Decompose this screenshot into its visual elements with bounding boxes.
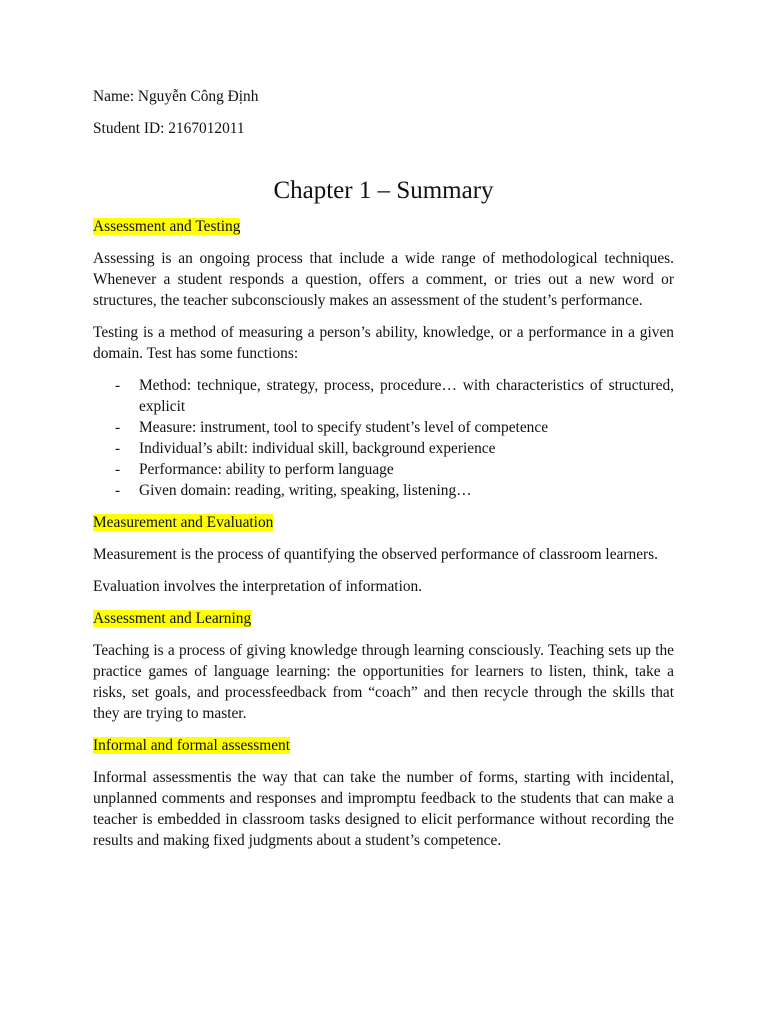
section-assessment-learning [93, 608, 674, 724]
list-item [93, 438, 674, 459]
paragraph: Evaluation involves the interpretation of information. [93, 578, 423, 595]
dash-bullet-icon: - [115, 482, 121, 499]
dash-bullet-icon: - [115, 440, 121, 457]
chapter-title: Chapter 1 – Summary [273, 177, 494, 204]
section-heading [93, 608, 674, 629]
document-page [93, 86, 674, 862]
section-measurement-evaluation [93, 512, 674, 597]
list-item-text: Measure: instrument, tool to specify student’s level of competence [139, 419, 549, 436]
section-heading [93, 512, 674, 533]
paragraph: Assessing is an ongoing process that include a wide range of methodological techniques. Whenever a student responds a question, offers a comment, or tries out a new word or structures, the teacher subconsciously makes an assessment of the student’s performance. [93, 250, 674, 309]
section-informal-formal [93, 735, 674, 851]
paragraph: Testing is a method of measuring a person’s ability, knowledge, or a performance in a given domain. Test has some functions: [93, 324, 674, 362]
section-assessment-testing [93, 216, 674, 501]
list-item [93, 417, 674, 438]
highlighted-heading-text: Measurement and Evaluation [93, 514, 274, 531]
list-item [93, 480, 674, 501]
list-item-text: Individual’s abilt: individual skill, background experience [139, 440, 496, 457]
paragraph: Measurement is the process of quantifying the observed performance of classroom learners. [93, 546, 658, 563]
section-heading [93, 735, 674, 756]
list-item-text: Given domain: reading, writing, speaking, listening… [139, 482, 472, 499]
function-list [93, 375, 674, 501]
highlighted-heading-text: Assessment and Testing [93, 218, 241, 235]
student-name: Name: Nguyễn Công Định [93, 88, 259, 105]
highlighted-heading-text: Informal and formal assessment [93, 737, 291, 754]
dash-bullet-icon: - [115, 377, 121, 394]
paragraph: Teaching is a process of giving knowledge through learning consciously. Teaching sets up the practice games of language learning: the opportunities for learners to listen, think, take a risks, set goals, and processfeedback from “coach” and then recycle through the skills that they are trying to master. [93, 642, 674, 722]
paragraph: Informal assessmentis the way that can take the number of forms, starting with incidental, unplanned comments and responses and impromptu feedback to the students that can make a teacher is embedded in classroom tasks designed to elicit performance without recording the results and making fixed judgments about a student’s competence. [93, 769, 674, 849]
student-id: Student ID: 2167012011 [93, 120, 245, 137]
list-item [93, 459, 674, 480]
highlighted-heading-text: Assessment and Learning [93, 610, 252, 627]
list-item-text: Method: technique, strategy, process, procedure… with characteristics of structured, explicit [139, 377, 674, 415]
list-item [93, 375, 674, 417]
section-heading [93, 216, 674, 237]
list-item-text: Performance: ability to perform language [139, 461, 394, 478]
dash-bullet-icon: - [115, 461, 121, 478]
dash-bullet-icon: - [115, 419, 121, 436]
